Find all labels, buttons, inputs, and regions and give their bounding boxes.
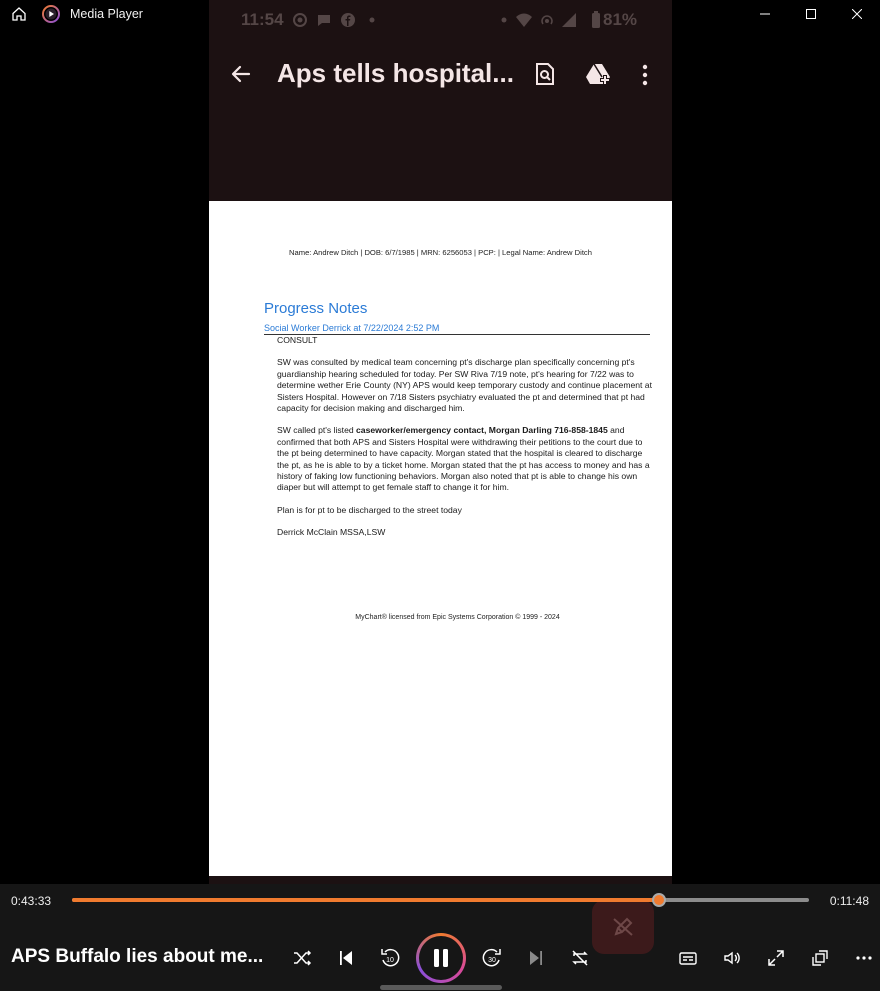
- current-time: 0:43:33: [11, 894, 52, 908]
- mini-view-button[interactable]: [808, 946, 832, 970]
- previous-icon: [336, 948, 356, 968]
- note-author-line: Social Worker Derrick at 7/22/2024 2:52 PM: [264, 323, 440, 333]
- close-button[interactable]: [834, 0, 880, 28]
- patient-header: Name: Andrew Ditch | DOB: 6/7/1985 | MRN: 6256053 | PCP: | Legal Name: Andrew Ditch: [289, 248, 592, 257]
- battery-icon: [591, 11, 601, 29]
- home-indicator: [380, 985, 502, 990]
- captions-button[interactable]: [676, 946, 700, 970]
- consult-label: CONSULT: [277, 335, 318, 345]
- more-vertical-icon: [641, 64, 649, 86]
- wifi-icon: [515, 12, 533, 28]
- rewind-10-icon: [379, 947, 401, 969]
- phone-status-bar: [209, 8, 672, 32]
- previous-button[interactable]: [334, 946, 358, 970]
- hotspot-icon: [539, 12, 555, 28]
- more-options-button[interactable]: [852, 946, 876, 970]
- pause-button[interactable]: [416, 933, 466, 983]
- document-page: [209, 201, 672, 876]
- paragraph-2-rest: and confirmed that both APS and Sisters Hospital were withdrawing their petitions to the court due to the pt being determined to have capacity. Morgan stated that the hospital is cleared to discharge the pt, as he is able to by a ticket home. Morgan stated that the pt has access to money and has a history of faking low functioning behaviors. Morgan also noted that pt is able to change his own diaper but will attempt to get female staff to change it for him.: [277, 425, 650, 493]
- mini-view-icon: [810, 948, 830, 968]
- pencil-icon: [611, 915, 635, 939]
- edit-fab: [592, 900, 654, 954]
- note-body: [277, 335, 652, 550]
- contact-highlight: caseworker/emergency contact, Morgan Darling 716-858-1845: [356, 425, 608, 436]
- seek-thumb[interactable]: [652, 893, 666, 907]
- dot-icon: [499, 12, 509, 28]
- more-horizontal-icon: [854, 948, 874, 968]
- paragraph-2-intro: SW called pt's listed: [277, 425, 357, 436]
- document-footer: MyChart® licensed from Epic Systems Corporation © 1999 - 2024: [355, 614, 560, 621]
- shuffle-icon: [292, 948, 312, 968]
- forward-30-icon: [481, 947, 503, 969]
- phone-app-bar: [209, 50, 672, 102]
- minimize-button[interactable]: [742, 0, 788, 28]
- next-button[interactable]: [524, 946, 548, 970]
- volume-icon: [722, 948, 742, 968]
- seek-progress: [72, 898, 659, 902]
- back-arrow-icon: [229, 62, 253, 86]
- target-icon: [292, 12, 308, 28]
- forward-label: 30: [488, 957, 496, 964]
- forward-30-button[interactable]: [480, 946, 504, 970]
- home-button[interactable]: [0, 0, 38, 28]
- seek-bar[interactable]: [72, 898, 809, 902]
- repeat-button[interactable]: [568, 946, 592, 970]
- chat-icon: [316, 12, 332, 28]
- status-time: 11:54: [241, 10, 284, 29]
- document-title: Aps tells hospital...: [277, 58, 514, 88]
- progress-notes-heading: Progress Notes: [264, 300, 368, 317]
- signature: Derrick McClain MSSA,LSW: [277, 527, 386, 538]
- remaining-time: 0:11:48: [829, 894, 869, 908]
- minimize-icon: [760, 9, 770, 19]
- next-icon: [526, 948, 546, 968]
- full-screen-icon: [766, 948, 786, 968]
- home-icon: [11, 6, 27, 22]
- window-title: Media Player: [70, 7, 143, 21]
- signal-icon: [561, 12, 577, 28]
- full-screen-button[interactable]: [764, 946, 788, 970]
- note-paragraph-2: [277, 425, 652, 493]
- battery-level: 81%: [603, 10, 638, 29]
- note-paragraph-3: Plan is for pt to be discharged to the street today: [277, 504, 462, 515]
- transport-bar: [0, 884, 880, 991]
- shuffle-button[interactable]: [290, 946, 314, 970]
- pause-icon: [431, 947, 451, 969]
- maximize-button[interactable]: [788, 0, 834, 28]
- close-icon: [852, 9, 862, 19]
- volume-button[interactable]: [720, 946, 744, 970]
- rewind-10-button[interactable]: [378, 946, 402, 970]
- facebook-icon: [340, 12, 356, 28]
- repeat-off-icon: [570, 948, 590, 968]
- maximize-icon: [806, 9, 816, 19]
- media-title: APS Buffalo lies about me...: [11, 946, 264, 967]
- note-paragraph-1: SW was consulted by medical team concerning pt's discharge plan specifically concerning pt's guardianship hearing scheduled for today. Per SW Riva 7/19 note, pt's hearing for 7/22 was to determine wether Erie County (NY) APS would keep temporary custody and continue placement at Sisters Hospital. However on 7/18 Sisters psychiatry evaluated the pt and determined that pt had capacity for decision making and discharged him.: [277, 357, 652, 414]
- rewind-label: 10: [386, 957, 394, 964]
- find-in-page-icon: [534, 62, 556, 86]
- captions-icon: [678, 948, 698, 968]
- add-to-drive-icon: [586, 62, 612, 86]
- dot-icon: [364, 12, 380, 28]
- media-player-icon: [42, 5, 60, 23]
